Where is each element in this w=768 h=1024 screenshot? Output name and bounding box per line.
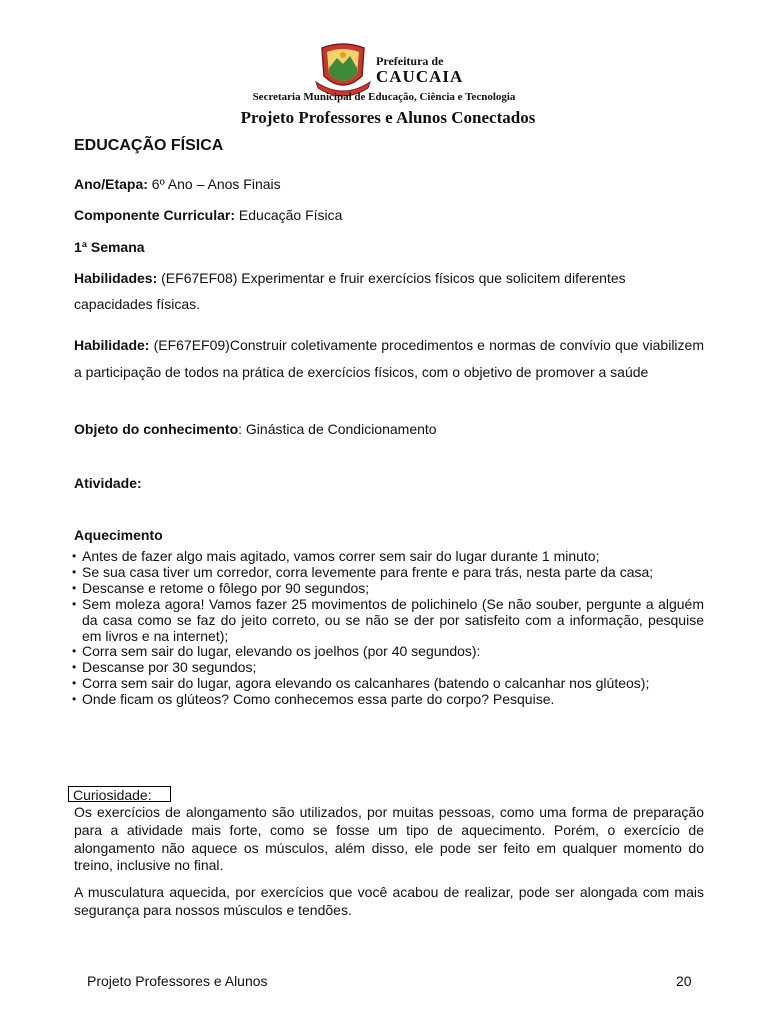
objeto-value: : Ginástica de Condicionamento (238, 421, 437, 437)
list-item: • Antes de fazer algo mais agitado, vamos correr sem sair do lugar durante 1 minuto; (72, 549, 704, 565)
page-number: 20 (676, 973, 692, 989)
habilidades-line-2: capacidades físicas. (74, 296, 201, 312)
componente-label: Componente Curricular: (74, 207, 236, 223)
page-title: EDUCAÇÃO FÍSICA (74, 137, 224, 154)
objeto-label: Objeto do conhecimento (74, 421, 239, 437)
curiosidade-paragraph-2: A musculatura aquecida, por exercícios que você acabou de realizar, pode ser alongada com mais segurança para nossos músculos e tendões. (74, 884, 704, 918)
semana-line (74, 239, 145, 256)
objeto-line (74, 421, 437, 438)
habilidade-label: Habilidade: (74, 337, 150, 353)
list-item: • Descanse e retome o fôlego por 90 segundos; (72, 581, 704, 597)
habilidades-text-1: (EF67EF08) Experimentar e fruir exercícios físicos que solicitem diferentes (157, 270, 626, 286)
atividade-label: Atividade: (74, 475, 142, 491)
ano-value: 6º Ano – Anos Finais (147, 176, 281, 192)
componente-value: Educação Física (235, 207, 343, 223)
footer-project-name: Projeto Professores e Alunos (87, 973, 268, 989)
secretaria-heading: Secretaria Municipal de Educação, Ciência e Tecnologia (252, 91, 516, 103)
curiosidade-label-box: Curiosidade: (68, 786, 171, 802)
habilidades-line-1 (74, 270, 626, 287)
ano-etapa-line (74, 176, 281, 193)
semana-label: 1ª Semana (74, 239, 145, 255)
list-item: • Sem moleza agora! Vamos fazer 25 movimentos de polichinelo (Se não souber, pergunte a alguém da casa como se faz do jeito correto, ou se não se der por satisfeito com a informação, pesquise em livros e na internet); (72, 597, 704, 645)
habilidades-label: Habilidades: (74, 270, 158, 286)
list-item: • Corra sem sair do lugar, elevando os joelhos (por 40 segundos): (72, 644, 704, 660)
curiosidade-paragraph-1: Os exercícios de alongamento são utilizados, por muitas pessoas, como uma forma de preparação para a atividade mais forte, como se fosse um tipo de aquecimento. Porém, o exercício de alongamento não aquece os músculos, além disso, ele pode ser feito em qualquer momento do treino, inclusive no final. (74, 804, 704, 874)
list-item: • Descanse por 30 segundos; (72, 660, 704, 676)
aquecimento-heading (74, 527, 163, 544)
ano-label: Ano/Etapa: (74, 176, 148, 192)
logo-line-2: CAUCAIA (376, 67, 464, 86)
list-item: • Onde ficam os glúteos? Como conhecemos essa parte do corpo? Pesquise. (72, 692, 704, 708)
aquecimento-list (72, 549, 704, 708)
habilidade-text: (EF67EF09)Construir coletivamente procedimentos e normas de convívio que viabilizem a participação de todos na prática de exercícios físicos, com o objetivo de promover a saúde (74, 337, 704, 380)
logo-line-1: Prefeitura de (376, 54, 444, 68)
list-item: • Se sua casa tiver um corredor, corra levemente para frente e para trás, nesta parte da casa; (72, 565, 704, 581)
projeto-heading: Projeto Professores e Alunos Conectados (240, 108, 536, 127)
componente-line (74, 207, 342, 224)
atividade-heading (74, 475, 142, 492)
list-item: • Corra sem sair do lugar, agora elevando os calcanhares (batendo o calcanhar nos glúteos); (72, 676, 704, 692)
habilidade-paragraph (74, 332, 704, 385)
aquecimento-label: Aquecimento (74, 527, 163, 543)
